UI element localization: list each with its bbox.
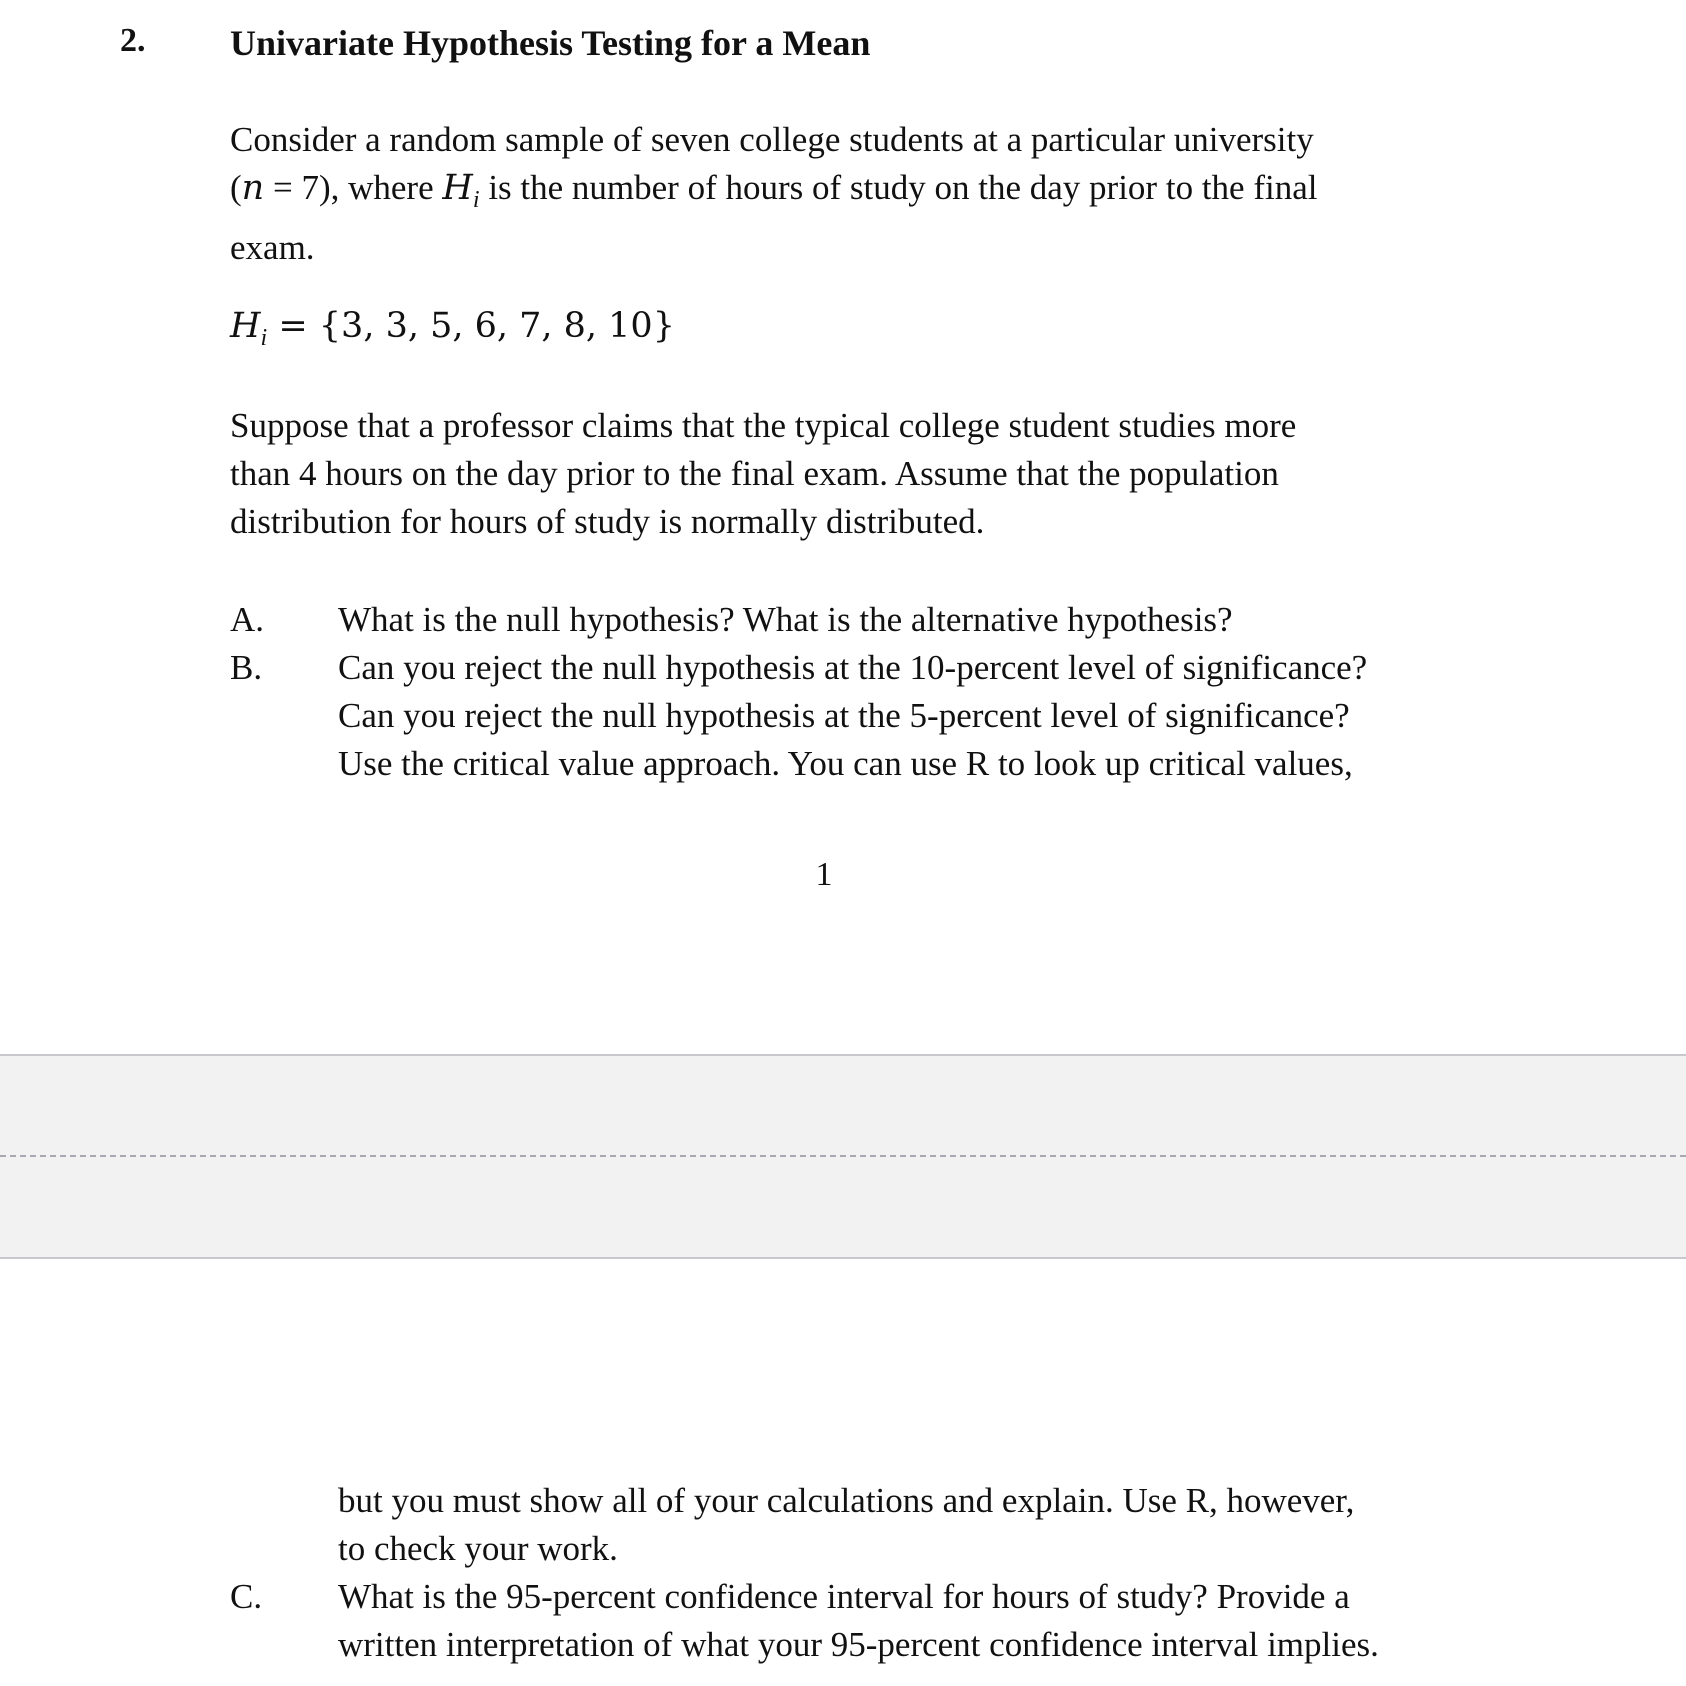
intro-line-3: exam. [230,228,315,267]
claim-line-3: distribution for hours of study is normally distributed. [230,502,985,541]
item-a-line-1: What is the null hypothesis? What is the alternative hypothesis? [338,600,1233,639]
eq-sub-i: i [260,325,268,351]
item-c-text [338,1573,1379,1669]
intro-line-1: Consider a random sample of seven college students at a particular university [230,120,1314,159]
math-sub-i: i [472,187,480,213]
item-a-letter: A. [230,600,265,639]
item-c-letter: C. [230,1577,263,1616]
item-b-line-3: Use the critical value approach. You can use R to look up critical values, [338,744,1353,783]
question-number: 2. [120,22,146,59]
intro-paragraph [230,116,1520,272]
item-c-line-2: written interpretation of what your 95-percent confidence interval implies. [338,1625,1379,1664]
item-b-text [338,644,1367,788]
claim-line-1: Suppose that a professor claims that the typical college student studies more [230,406,1297,445]
page-number: 1 [815,856,833,893]
page-gap [0,1054,1686,1259]
item-a-text [338,596,1233,644]
claim-paragraph [230,402,1520,546]
item-c-line-1: What is the 95-percent confidence interval for hours of study? Provide a [338,1577,1350,1616]
question-title: Univariate Hypothesis Testing for a Mean [230,23,871,63]
item-b-cont-line-1: but you must show all of your calculations and explain. Use R, however, [338,1481,1355,1520]
paren-open: ( [230,168,242,207]
eq-rhs: = {3, 3, 5, 6, 7, 8, 10} [267,306,675,346]
item-b-line-2: Can you reject the null hypothesis at the 5-percent level of significance? [338,696,1350,735]
claim-line-2: than 4 hours on the day prior to the final exam. Assume that the population [230,454,1279,493]
math-h: H [442,168,473,208]
intro-eq: = 7), where [264,168,443,207]
item-b-continued [338,1477,1354,1573]
item-b-cont-line-2: to check your work. [338,1529,618,1568]
item-b-letter: B. [230,648,263,687]
page-2 [0,1259,1686,1686]
math-n: n [241,168,265,208]
intro-line-2 [230,164,1520,224]
intro-line-2-rest: is the number of hours of study on the day prior to the final [479,168,1318,207]
item-b-line-1: Can you reject the null hypothesis at the 10-percent level of significance? [338,648,1368,687]
data-equation [230,306,675,352]
page-break-line [0,1155,1686,1157]
eq-h: H [230,306,261,346]
